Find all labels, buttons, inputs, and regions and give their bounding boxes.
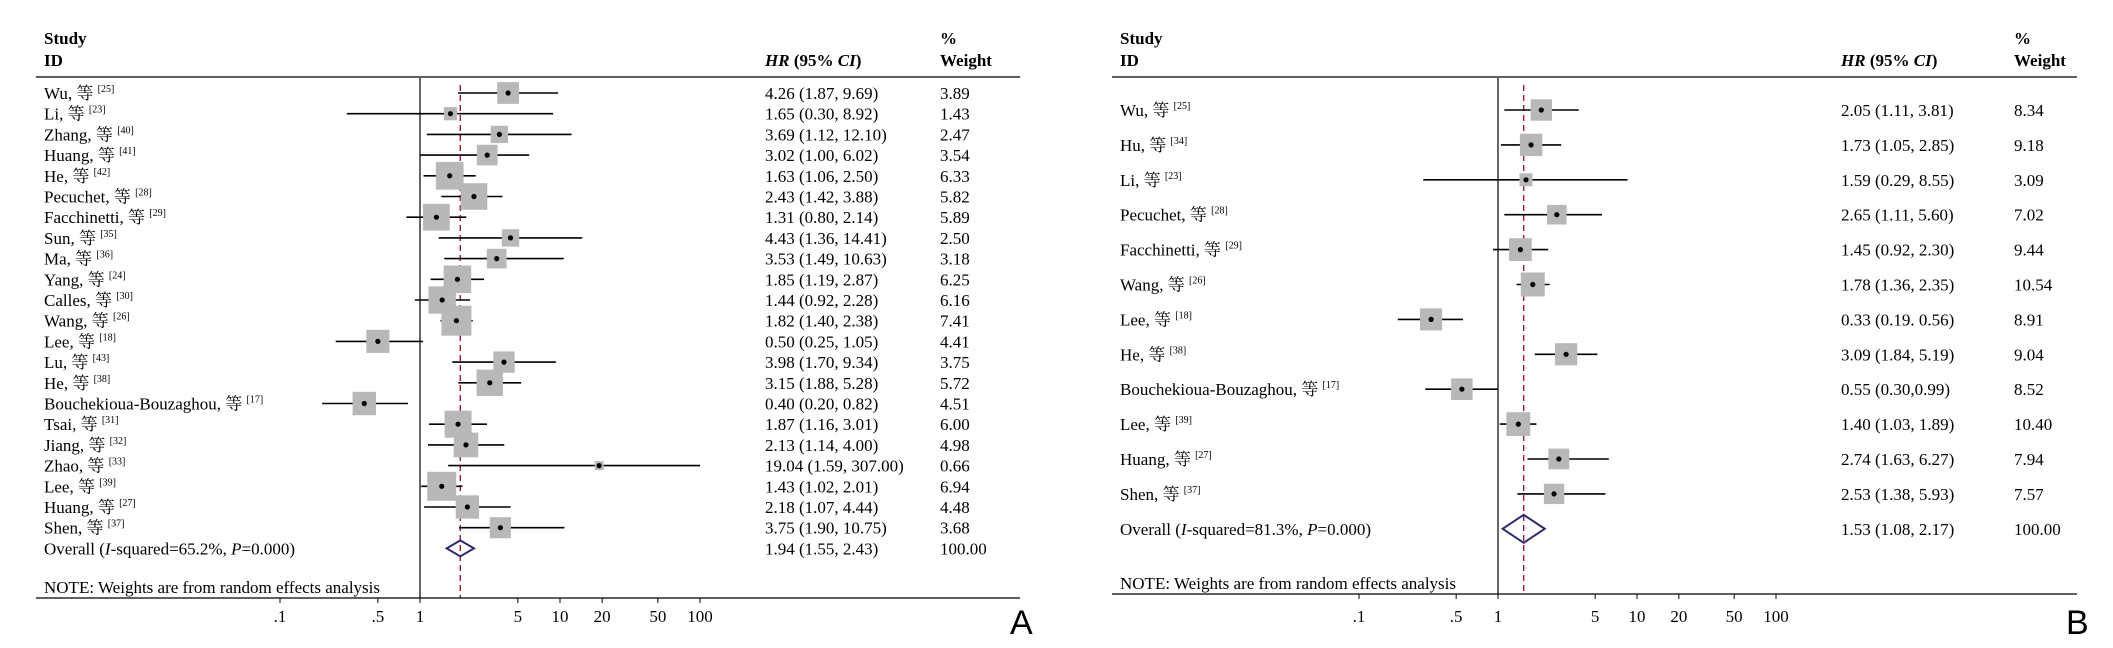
study-ref: [38] [1169,345,1187,357]
point-estimate [508,235,513,240]
overall-label-part: -squared=81.3%, [1186,519,1308,539]
study-name: Huang, 等 [41] [44,146,136,166]
overall-label-part: Overall ( [1120,519,1181,539]
study-name: Pecuchet, 等 [28] [1120,205,1228,225]
point-estimate [487,380,492,385]
study-name: Lee, 等 [18] [44,332,116,352]
x-tick-label: 20 [1670,607,1688,626]
weight-header: % Weight [940,29,992,70]
study-ref: [17] [1322,380,1340,392]
weight-header: % Weight [2014,29,2066,70]
point-estimate [362,401,367,406]
hr-ci-value: 2.53 (1.38, 5.93) [1841,484,1955,504]
study-name: He, 等 [38] [44,373,111,393]
study-name: Huang, 等 [27] [1120,450,1212,469]
study-ref: [34] [1170,135,1188,147]
point-estimate [1554,212,1559,217]
point-estimate [1428,317,1433,322]
study-ref: [43] [92,353,110,365]
hr-ci-value: 1.44 (0.92, 2.28) [765,291,879,310]
overall-label-part: Overall ( [44,539,105,559]
hr-ci-value: 3.02 (1.00, 6.02) [765,146,879,166]
study-name: Ma, 等 [36] [44,249,114,269]
point-estimate [498,525,503,530]
weight-value: 2.47 [940,125,970,145]
study-name: Sun, 等 [35] [44,228,117,248]
weight-value: 10.40 [2014,415,2053,435]
weight-value: 6.00 [940,415,970,435]
x-tick-label: 10 [551,607,569,626]
weight-value: 9.18 [2014,135,2044,155]
overall-label-part: =0.000) [1317,519,1371,539]
study-ref: [40] [117,125,134,137]
hr-ci-value: 1.40 (1.03, 1.89) [1841,415,1955,435]
hr-ci-value: 1.43 (1.02, 2.01) [765,477,879,497]
weight-value: 3.75 [940,353,970,373]
weight-value: 6.25 [940,270,970,290]
study-ref: [24] [108,270,126,282]
study-ref: [25] [1173,101,1191,112]
hr-ci-value: 0.50 (0.25, 1.05) [765,332,879,352]
study-name: Tsai, 等 [31] [44,415,119,435]
hr-ci-value: 0.33 (0.19. 0.56) [1841,310,1955,330]
point-estimate [1564,352,1569,357]
weight-value: 1.43 [940,104,970,124]
study-ref: [37] [107,518,125,530]
x-tick-label: .5 [371,607,385,626]
point-estimate [1556,456,1561,461]
study-id-header: Study ID [44,29,87,70]
weight-value: 10.54 [2014,275,2053,295]
study-ref: [42] [93,166,111,178]
study-name: Hu, 等 [34] [1120,135,1188,155]
study-ref: [30] [116,291,133,302]
study-ref: [36] [96,249,114,261]
point-estimate [455,277,460,282]
note-text: NOTE: Weights are from random effects analysis [44,578,381,597]
overall-label [1120,520,1371,539]
hr-ci-value: 1.87 (1.16, 3.01) [765,415,879,435]
overall-label-part: I [1180,519,1187,539]
study-ref: [31] [101,415,119,427]
study-ref: [27] [1195,450,1212,461]
weight-value: 3.89 [940,84,970,103]
hr-ci-value: 1.63 (1.06, 2.50) [765,166,879,186]
hr-ci-value: 0.55 (0.30,0.99) [1841,380,1951,400]
study-name: Li, 等 [23] [1120,170,1182,190]
weight-value: 8.91 [2014,310,2044,330]
hr-ci-value: 4.43 (1.36, 14.41) [765,228,887,248]
hr-ci-value: 1.59 (0.29, 8.55) [1841,170,1955,190]
point-estimate [1459,387,1464,392]
forest-plot-b [1076,0,2113,648]
weight-value: 5.82 [940,187,970,207]
weight-value: 3.09 [2014,170,2044,190]
x-tick-label: 5 [513,607,523,626]
weight-value: 3.18 [940,249,970,269]
x-tick-label: 5 [1590,607,1600,626]
point-estimate [1551,491,1556,496]
study-name: Wang, 等 [26] [1120,275,1206,295]
study-name: Lee, 等 [18] [1120,310,1192,330]
study-ref: [38] [93,373,111,385]
overall-label-part: P [231,539,242,559]
weight-value: 9.44 [2014,240,2044,260]
weight-value: 0.66 [940,456,970,476]
study-name: Calles, 等 [30] [44,291,133,310]
hr-ci-value: 3.09 (1.84, 5.19) [1841,345,1955,365]
hr-ci-value: 1.85 (1.19, 2.87) [765,270,879,290]
point-estimate [1539,107,1544,112]
x-tick-label: 1 [415,607,425,626]
point-estimate [375,339,380,344]
x-tick-label: 50 [649,607,667,626]
weight-value: 7.57 [2014,484,2044,504]
study-name: Li, 等 [23] [44,104,106,124]
point-estimate [434,215,439,220]
hr-ci-value: 1.78 (1.36, 2.35) [1841,275,1955,295]
hr-ci-value: 3.75 (1.90, 10.75) [765,518,887,538]
forest-svg-a [0,0,1056,648]
weight-value: 5.89 [940,208,970,228]
overall-weight-value: 100.00 [2014,519,2061,539]
study-ref: [23] [88,104,106,116]
overall-label-part: P [1307,519,1318,539]
study-ref: [41] [119,146,136,158]
point-estimate [494,256,499,261]
study-ref: [39] [99,477,116,489]
weight-value: 4.51 [940,394,970,414]
x-tick-label: 100 [687,607,713,626]
point-estimate [455,422,460,427]
overall-hr-value: 1.94 (1.55, 2.43) [765,539,879,559]
weight-value: 9.04 [2014,345,2044,365]
x-tick-label: .1 [1352,607,1366,626]
study-id-header: Study ID [1120,29,1163,70]
weight-value: 7.02 [2014,205,2044,225]
study-name: Bouchekioua-Bouzaghou, 等 [17] [1120,380,1340,400]
hr-ci-value: 1.73 (1.05, 2.85) [1841,135,1955,155]
x-tick-label: 50 [1725,607,1743,626]
weight-value: 7.41 [940,311,970,331]
weight-value: 6.33 [940,166,970,186]
hr-ci-value: 2.65 (1.11, 5.60) [1841,205,1954,225]
weight-value: 2.50 [940,228,970,248]
study-ref: [27] [119,498,136,509]
hr-ci-value: 3.15 (1.88, 5.28) [765,373,879,393]
hr-ci-value: 2.13 (1.14, 4.00) [765,435,879,455]
weight-value: 3.54 [940,146,970,166]
hr-ci-value: 1.65 (0.30, 8.92) [765,104,879,124]
hr-ci-value: 2.18 (1.07, 4.44) [765,498,879,517]
study-name: Lee, 等 [39] [1120,415,1192,435]
point-estimate [501,360,506,365]
point-estimate [439,484,444,489]
point-estimate [506,90,511,95]
hr-ci-value: 3.98 (1.70, 9.34) [765,353,879,373]
point-estimate [1523,177,1528,182]
overall-label-part: I [104,539,111,559]
x-tick-label: 10 [1628,607,1646,626]
hr-ci-value: 2.43 (1.42, 3.88) [765,187,879,207]
study-name: Facchinetti, 等 [29] [44,208,166,228]
study-ref: [26] [1188,275,1206,287]
forest-svg-b [1076,0,2113,648]
study-name: Yang, 等 [24] [44,270,126,290]
weight-value: 8.52 [2014,380,2044,400]
study-name: Jiang, 等 [32] [44,435,127,455]
point-estimate [597,463,602,468]
study-ref: [23] [1164,170,1182,182]
study-name: He, 等 [38] [1120,345,1187,365]
study-ref: [29] [149,208,166,220]
point-estimate [465,504,470,509]
hr-ci-value: 2.05 (1.11, 3.81) [1841,101,1954,120]
overall-label-part: =0.000) [241,539,295,559]
point-estimate [471,194,476,199]
hr-ci-value: 1.82 (1.40, 2.38) [765,311,879,331]
study-ref: [29] [1225,240,1242,252]
study-name: Huang, 等 [27] [44,498,136,517]
point-estimate [485,153,490,158]
study-ref: [39] [1175,415,1192,427]
weight-value: 4.41 [940,332,970,352]
study-ref: [28] [135,187,152,199]
hr-ci-value: 19.04 (1.59, 307.00) [765,456,904,476]
weight-value: 6.94 [940,477,970,497]
overall-label-part: -squared=65.2%, [110,539,232,559]
hr-ci-value: 0.40 (0.20, 0.82) [765,394,879,414]
overall-hr-value: 1.53 (1.08, 2.17) [1841,519,1955,539]
study-name: Lee, 等 [39] [44,477,116,497]
panel-label-b: B [2066,604,2089,642]
weight-value: 4.98 [940,435,970,455]
hr-ci-value: 3.53 (1.49, 10.63) [765,249,887,269]
study-ref: [26] [112,311,130,323]
study-ref: [32] [109,435,127,447]
weight-value: 3.68 [940,518,970,538]
note-text: NOTE: Weights are from random effects analysis [1120,574,1457,593]
point-estimate [454,318,459,323]
point-estimate [447,173,452,178]
hr-ci-value: 3.69 (1.12, 12.10) [765,125,887,145]
x-tick-label: 20 [593,607,611,626]
study-ref: [33] [108,456,126,468]
study-name: Zhao, 等 [33] [44,456,126,476]
overall-weight-value: 100.00 [940,539,987,559]
study-ref: [28] [1211,205,1228,217]
study-ref: [25] [97,84,115,95]
panel-label-a: A [1010,604,1033,642]
study-name: Bouchekioua-Bouzaghou, 等 [17] [44,394,264,414]
x-tick-label: .1 [273,607,287,626]
study-name: He, 等 [42] [44,166,111,186]
point-estimate [497,132,502,137]
study-ref: [35] [100,228,117,240]
hr-ci-value: 1.31 (0.80, 2.14) [765,208,879,228]
weight-value: 7.94 [2014,450,2044,469]
study-name: Wu, 等 [25] [44,84,115,103]
point-estimate [1516,422,1521,427]
study-ref: [37] [1183,484,1201,496]
x-tick-label: .5 [1449,607,1463,626]
hr-ci-header: HR (95% CI) [765,51,862,70]
study-name: Shen, 等 [37] [1120,484,1201,504]
study-name: Shen, 等 [37] [44,518,125,538]
study-name: Wang, 等 [26] [44,311,130,331]
hr-ci-value: 4.26 (1.87, 9.69) [765,84,879,103]
point-estimate [463,442,468,447]
study-ref: [17] [246,394,264,406]
weight-value: 4.48 [940,498,970,517]
weight-value: 6.16 [940,291,970,310]
study-ref: [18] [99,332,116,344]
x-tick-label: 1 [1493,607,1503,626]
study-name: Wu, 等 [25] [1120,101,1191,120]
study-name: Zhang, 等 [40] [44,125,134,145]
point-estimate [1518,247,1523,252]
study-name: Pecuchet, 等 [28] [44,187,152,207]
hr-ci-value: 2.74 (1.63, 6.27) [1841,450,1955,469]
forest-plot-a [0,0,1056,648]
weight-value: 8.34 [2014,101,2044,120]
hr-ci-header: HR (95% CI) [1841,51,1938,70]
study-ref: [18] [1175,310,1192,322]
x-tick-label: 100 [1763,607,1789,626]
point-estimate [448,111,453,116]
weight-value: 5.72 [940,373,970,393]
study-name: Facchinetti, 等 [29] [1120,240,1242,260]
overall-label [44,539,295,558]
point-estimate [1528,142,1533,147]
study-name: Lu, 等 [43] [44,353,110,373]
point-estimate [440,297,445,302]
point-estimate [1530,282,1535,287]
hr-ci-value: 1.45 (0.92, 2.30) [1841,240,1955,260]
